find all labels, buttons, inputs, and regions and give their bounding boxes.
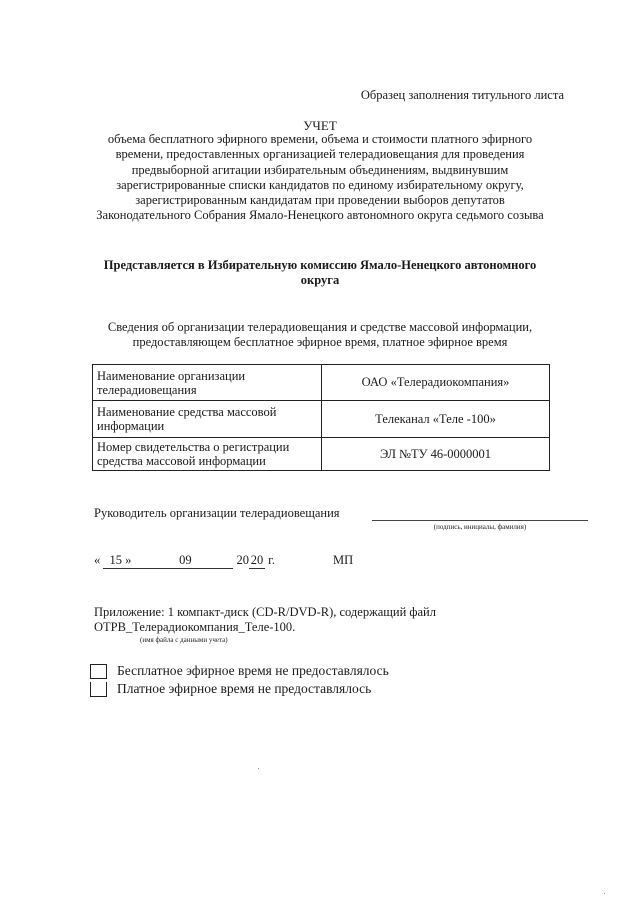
checkbox-paid-airtime[interactable] — [90, 682, 107, 697]
table-row — [93, 401, 550, 438]
subtitle-line: объема бесплатного эфирного времени, объема и стоимости платного эфирного — [107, 132, 533, 146]
date-year-suffix: 20 — [250, 553, 264, 567]
table-cell-value: ОАО «Телерадиокомпания» — [322, 365, 550, 401]
info-line: предоставляющем бесплатное эфирное время, платное эфирное время — [132, 335, 508, 349]
signature-hint: (подпись, инициалы, фамилия) — [433, 523, 527, 531]
signature-line — [372, 520, 588, 521]
recipient-line: округа — [300, 273, 340, 287]
date-year-abbr: г. — [268, 553, 275, 567]
filename-hint: (имя файла с данными учета) — [140, 636, 228, 644]
subtitle-line: зарегистрированным кандидатам при проведении выборов депутатов — [135, 193, 505, 208]
attachment-filename: ОТРВ_Телерадиокомпания_Теле-100. — [94, 620, 296, 634]
recipient-statement — [90, 258, 550, 288]
attachment-line: Приложение: 1 компакт-диск (CD-R/DVD-R), содержащий файл — [94, 605, 436, 619]
table-cell-label: Наименование средства массовой информации — [93, 401, 322, 438]
document-title: УЧЕТ — [303, 118, 337, 133]
subtitle-line: времени, предоставленных организацией телерадиовещания для проведения — [115, 147, 525, 162]
check-label: Бесплатное эфирное время не предоставлялось — [117, 663, 389, 678]
check-label: Платное эфирное время не предоставлялось — [117, 681, 372, 696]
stamp-placeholder: МП — [333, 553, 354, 567]
scan-speck — [604, 893, 605, 894]
subtitle-line: зарегистрированные списки кандидатов по единому избирательному округу, — [116, 177, 524, 192]
subtitle-line: Законодательного Собрания Ямало-Ненецкого автономного округа седьмого созыва — [96, 208, 544, 223]
organization-info-heading — [100, 320, 540, 350]
date-open-quote: « — [94, 553, 101, 567]
attachment-note — [94, 605, 534, 635]
info-line: Сведения об организации телерадиовещания и средстве массовой информации, — [107, 320, 533, 334]
table-row — [93, 365, 550, 401]
date-year-prefix: 20 — [236, 553, 249, 567]
date-day: 15 » — [103, 553, 137, 569]
table-cell-label: Наименование организации телерадиовещания — [93, 365, 322, 401]
date-month: 09 — [137, 553, 233, 569]
check-paid-airtime — [90, 681, 371, 697]
check-free-airtime — [90, 663, 389, 679]
subtitle-line: предвыборной агитации избирательным объединениям, выдвинувшим — [131, 162, 509, 177]
table-cell-value: Телеканал «Теле -100» — [322, 401, 550, 438]
table-cell-value: ЭЛ №ТУ 46-0000001 — [322, 438, 550, 471]
scan-speck — [258, 768, 259, 769]
date-field — [94, 553, 275, 569]
head-of-organization-label: Руководитель организации телерадиовещания — [94, 506, 340, 520]
table-row — [93, 438, 550, 471]
sample-note: Образец заполнения титульного листа — [360, 88, 564, 102]
table-cell-label: Номер свидетельства о регистрации средства массовой информации — [93, 438, 322, 471]
organization-table — [92, 364, 550, 471]
document-subtitle — [82, 132, 558, 224]
recipient-line: Представляется в Избирательную комиссию Ямало-Ненецкого автономного — [103, 258, 537, 272]
checkbox-free-airtime[interactable] — [90, 664, 107, 679]
